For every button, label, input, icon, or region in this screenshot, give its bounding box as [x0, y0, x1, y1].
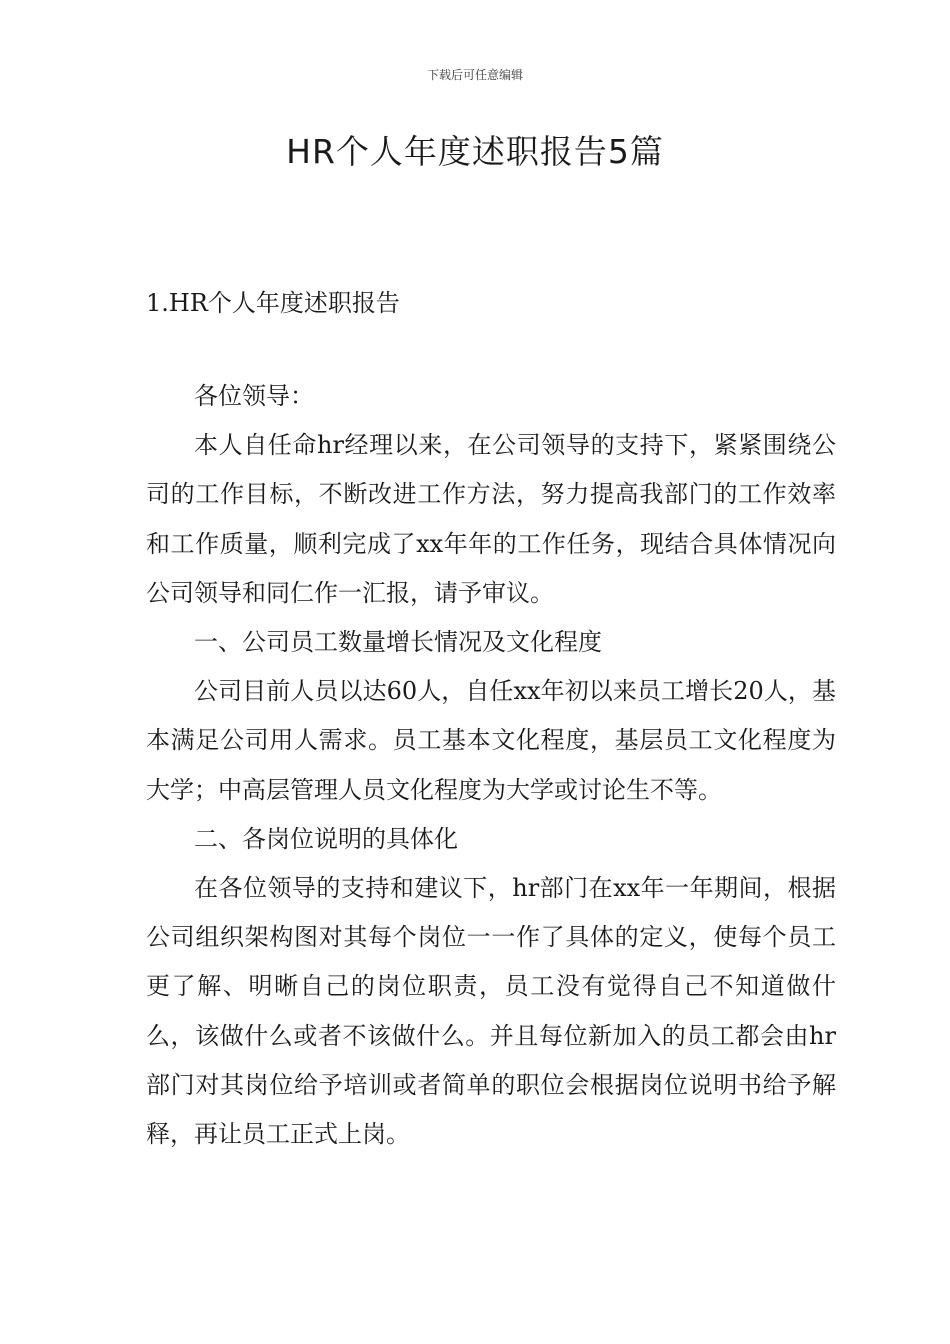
- document-title: HR个人年度述职报告5篇: [286, 132, 664, 171]
- paragraph-staff-growth: 公司目前人员以达60人，自任xx年初以来员工增长20人，基本满足公司用人需求。员工基本文化程度，基层员工文化程度为大学；中高层管理人员文化程度为大学或讨论生不等。: [146, 677, 836, 804]
- paragraph-subheading-2: 二、各岗位说明的具体化: [194, 824, 458, 853]
- section-heading: 1.HR个人年度述职报告: [146, 289, 400, 317]
- paragraph-salutation: 各位领导：: [194, 382, 314, 410]
- paragraph-subheading-1: 一、公司员工数量增长情况及文化程度: [194, 628, 602, 657]
- paragraph-job-descriptions: 在各位领导的支持和建议下，hr部门在xx年一年期间，根据公司组织架构图对其每个岗位一一作了具体的定义，使每个员工更了解、明晰自己的岗位职责，员工没有觉得自己不知道做什么，该做什么或者不该做什么。并且每位新加入的员工都会由hr部门对其岗位给予培训或者简单的职位会根据岗位说明书给予解释，再让员工正式上岗。: [146, 874, 836, 1149]
- paragraph-intro: 本人自任命hr经理以来，在公司领导的支持下，紧紧围绕公司的工作目标，不断改进工作方法，努力提高我部门的工作效率和工作质量，顺利完成了xx年年的工作任务，现结合具体情况向公司领导和同仁作一汇报，请予审议。: [146, 431, 836, 607]
- header-note: 下载后可任意编辑: [426, 68, 523, 82]
- document-body: [146, 372, 836, 1159]
